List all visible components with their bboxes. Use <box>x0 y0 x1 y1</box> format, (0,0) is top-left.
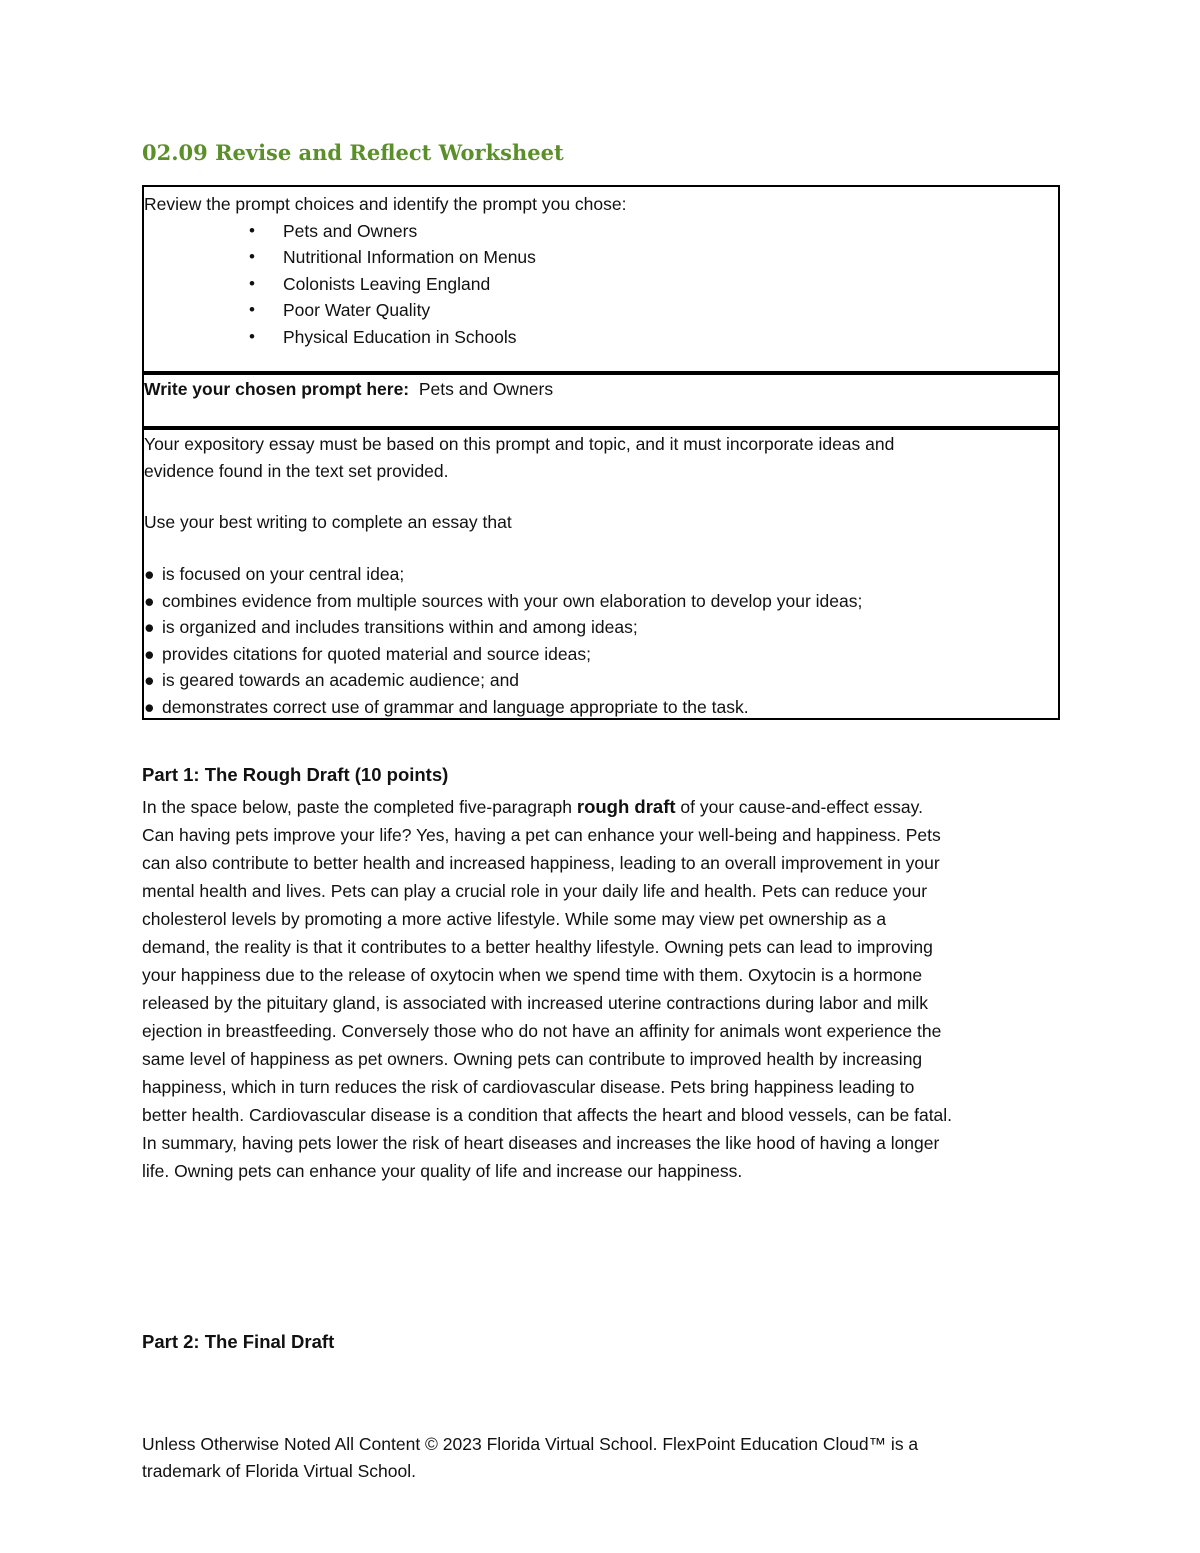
criteria-list <box>144 561 862 720</box>
part1-instruction <box>142 793 923 821</box>
criteria-text: provides citations for quoted material and source ideas; <box>162 643 591 664</box>
instruction-text: In the space below, paste the completed five-paragraph <box>142 797 577 817</box>
bullet-icon: ● <box>144 670 155 690</box>
criteria-text: combines evidence from multiple sources with your own elaboration to develop your ideas; <box>162 590 863 611</box>
draft-line: demand, the reality is that it contributes to a better healthy lifestyle. Owning pets can lead to improving <box>142 937 933 957</box>
chosen-prompt-label: Write your chosen prompt here: <box>144 379 410 399</box>
bullet-icon: • <box>249 300 255 319</box>
prompt-choice-label: Colonists Leaving England <box>283 273 491 294</box>
chosen-prompt-value[interactable]: Pets and Owners <box>418 379 554 399</box>
criteria-item <box>144 614 862 641</box>
draft-line: released by the pituitary gland, is associated with increased uterine contractions during labor and milk <box>142 993 928 1013</box>
bullet-icon: ● <box>144 564 155 584</box>
copyright-footer <box>142 1431 918 1484</box>
criteria-item <box>144 588 862 615</box>
criteria-item <box>144 694 862 721</box>
criteria-text: is organized and includes transitions within and among ideas; <box>162 617 638 637</box>
draft-line: In summary, having pets lower the risk of heart diseases and increases the like hood of having a longer <box>142 1133 940 1153</box>
prompt-choice-item <box>144 218 536 245</box>
essay-requirements-box <box>142 426 1060 720</box>
draft-line: can also contribute to better health and increased happiness, leading to an overall improvement in your <box>142 853 940 873</box>
footer-line-2: trademark of Florida Virtual School. <box>142 1460 416 1481</box>
criteria-text: is geared towards an academic audience; and <box>162 670 520 690</box>
draft-line: Can having pets improve your life? Yes, having a pet can enhance your well-being and happiness. Pets <box>142 825 941 845</box>
rough-draft-text[interactable] <box>142 821 1057 1185</box>
requirements-line-3: Use your best writing to complete an essay that <box>144 512 512 532</box>
draft-line: happiness, which in turn reduces the risk of cardiovascular disease. Pets bring happiness leading to <box>142 1077 915 1097</box>
prompt-choice-label: Physical Education in Schools <box>283 326 517 347</box>
prompt-choices-box <box>142 185 1060 375</box>
prompt-choices-intro: Review the prompt choices and identify the prompt you chose: <box>144 194 627 214</box>
bullet-icon: ● <box>144 617 155 637</box>
chosen-prompt-box <box>142 371 1060 430</box>
prompt-choices-list <box>144 218 536 351</box>
prompt-choice-item <box>144 297 536 324</box>
part2-heading: Part 2: The Final Draft <box>142 1331 335 1352</box>
bullet-icon: • <box>249 326 255 346</box>
draft-line: life. Owning pets can enhance your quality of life and increase our happiness. <box>142 1161 743 1181</box>
prompt-choice-label: Poor Water Quality <box>283 300 431 320</box>
draft-line: ejection in breastfeeding. Conversely those who do not have an affinity for animals wont experience the <box>142 1021 942 1041</box>
chosen-prompt-line <box>144 376 553 403</box>
requirements-line-1: Your expository essay must be based on this prompt and topic, and it must incorporate ideas and <box>144 434 895 454</box>
bullet-icon: ● <box>144 590 155 611</box>
draft-line: better health. Cardiovascular disease is a condition that affects the heart and blood vessels, can be fatal. <box>142 1105 953 1125</box>
draft-line: cholesterol levels by promoting a more active lifestyle. While some may view pet ownership as a <box>142 909 887 929</box>
instruction-emphasis: rough draft <box>576 796 676 817</box>
worksheet-title: 02.09 Revise and Reflect Worksheet <box>142 140 564 165</box>
criteria-text: demonstrates correct use of grammar and language appropriate to the task. <box>162 696 749 717</box>
draft-line: same level of happiness as pet owners. Owning pets can contribute to improved health by increasing <box>142 1049 923 1069</box>
bullet-icon: • <box>249 273 255 293</box>
bullet-icon: • <box>249 220 255 240</box>
prompt-choice-item <box>144 324 536 351</box>
bullet-icon: ● <box>144 696 155 717</box>
draft-line: mental health and lives. Pets can play a crucial role in your daily life and health. Pets can reduce your <box>142 881 928 901</box>
prompt-choice-label: Pets and Owners <box>283 220 418 241</box>
prompt-choice-item <box>144 271 536 298</box>
prompt-choice-item <box>144 244 536 271</box>
criteria-item <box>144 667 862 694</box>
prompt-choice-label: Nutritional Information on Menus <box>283 247 536 267</box>
draft-line: your happiness due to the release of oxytocin when we spend time with them. Oxytocin is a hormone <box>142 965 923 985</box>
bullet-icon: • <box>249 247 255 266</box>
criteria-item <box>144 641 862 668</box>
instruction-text: of your cause-and-effect essay. <box>675 797 923 817</box>
part1-heading: Part 1: The Rough Draft (10 points) <box>142 764 449 785</box>
requirements-line-2: evidence found in the text set provided. <box>144 460 449 481</box>
bullet-icon: ● <box>144 643 155 664</box>
criteria-text: is focused on your central idea; <box>162 564 405 584</box>
criteria-item <box>144 561 862 588</box>
footer-line-1: Unless Otherwise Noted All Content © 2023 Florida Virtual School. FlexPoint Education Cloud™ is a <box>142 1434 919 1454</box>
